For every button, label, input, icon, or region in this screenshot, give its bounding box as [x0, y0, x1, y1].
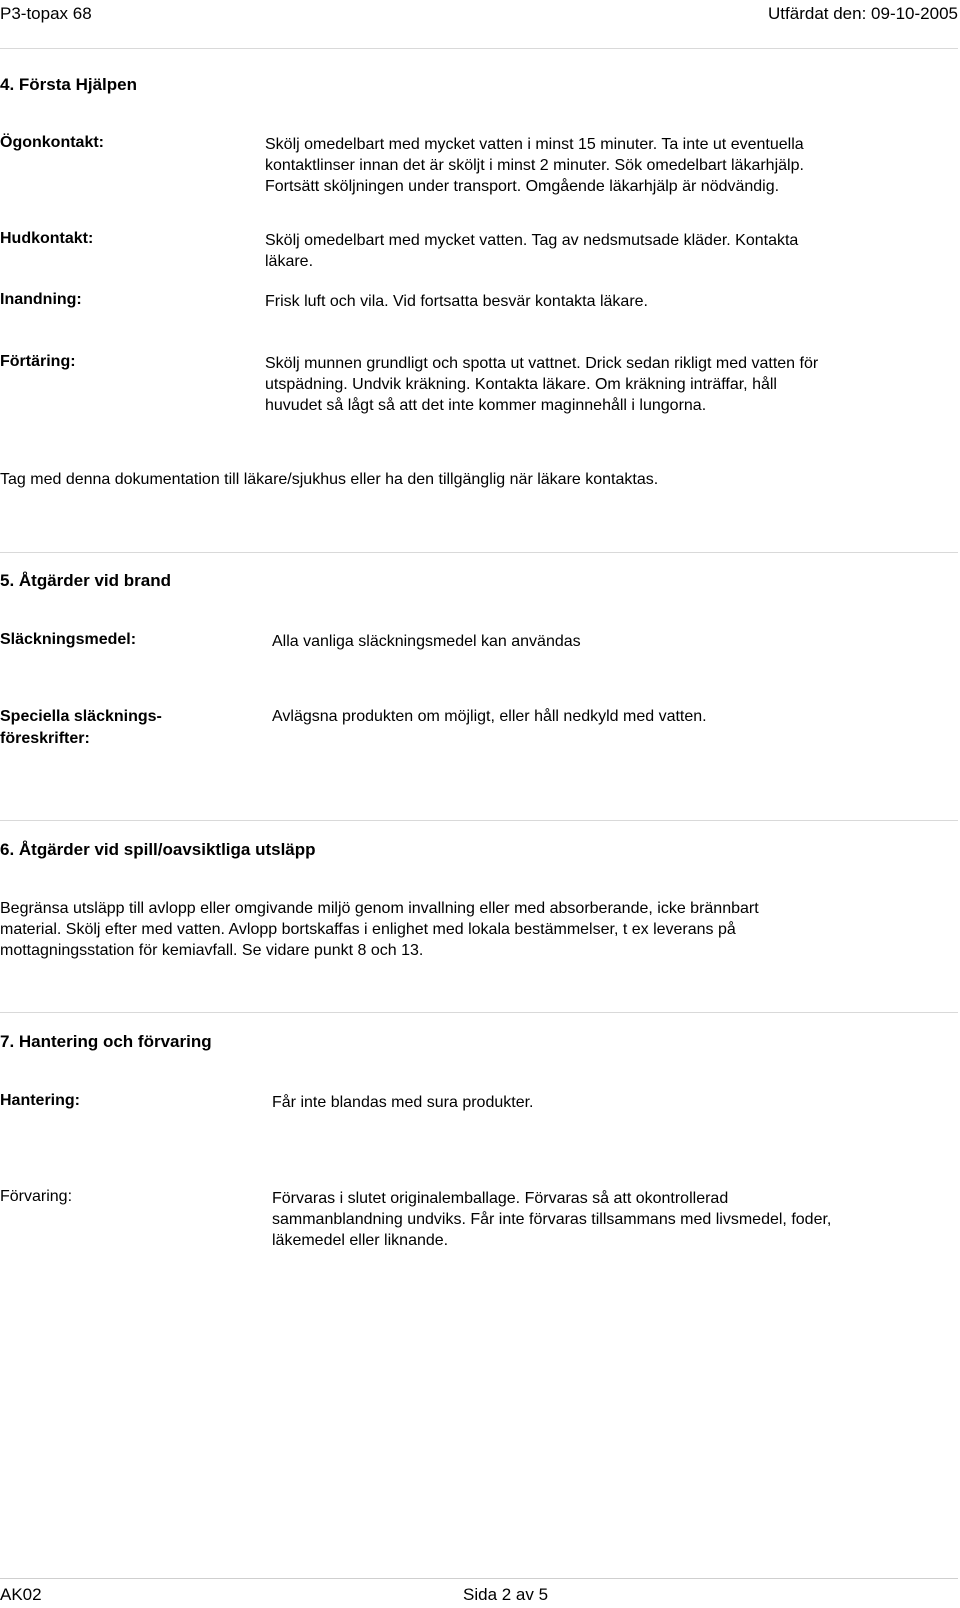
- section-divider: [0, 1012, 958, 1013]
- ingestion-text: [265, 353, 818, 416]
- page-number: Sida 2 av 5: [463, 1585, 549, 1604]
- skin-contact-text: [265, 230, 798, 272]
- storage-text: [272, 1188, 831, 1251]
- text-line: Förvaras i slutet originalemballage. Förvaras så att okontrollerad: [272, 1190, 729, 1207]
- skin-contact-label: Hudkontakt:: [0, 230, 94, 247]
- storage-label: Förvaring:: [0, 1188, 73, 1205]
- section-6-title: 6. Åtgärder vid spill/oavsiktliga utsläpp: [0, 840, 316, 859]
- eye-contact-label: Ögonkontakt:: [0, 134, 104, 151]
- text-line: utspädning. Undvik kräkning. Kontakta läkare. Om kräkning inträffar, håll: [265, 376, 777, 393]
- section-7-title: 7. Hantering och förvaring: [0, 1032, 212, 1051]
- text-line: Begränsa utsläpp till avlopp eller omgivande miljö genom invallning eller med absorberande, icke brännbart: [0, 900, 759, 917]
- label-line: Speciella släcknings-: [0, 708, 162, 725]
- inhalation-label: Inandning:: [0, 291, 82, 308]
- text-line: Skölj omedelbart med mycket vatten i minst 15 minuter. Ta inte ut eventuella: [265, 136, 804, 153]
- text-line: sammanblandning undviks. Får inte förvaras tillsammans med livsmedel, foder,: [272, 1211, 832, 1228]
- section-divider: [0, 552, 958, 553]
- inhalation-text: Frisk luft och vila. Vid fortsatta besvär kontakta läkare.: [265, 293, 648, 310]
- ingestion-label: Förtäring:: [0, 353, 76, 370]
- extinguishing-media-text: Alla vanliga släckningsmedel kan användas: [272, 633, 581, 650]
- text-line: Fortsätt sköljningen under transport. Omgående läkarhjälp är nödvändig.: [265, 178, 780, 195]
- label-line: föreskrifter:: [0, 730, 90, 747]
- text-line: Skölj omedelbart med mycket vatten. Tag av nedsmutsade kläder. Kontakta: [265, 232, 799, 249]
- handling-text: Får inte blandas med sura produkter.: [272, 1094, 534, 1111]
- text-line: material. Skölj efter med vatten. Avlopp bortskaffas i enlighet med lokala bestämmelser, t ex leverans på: [0, 921, 736, 938]
- footer-divider: [0, 1578, 958, 1579]
- text-line: mottagningsstation för kemiavfall. Se vidare punkt 8 och 13.: [0, 942, 424, 959]
- section-4-title: 4. Första Hjälpen: [0, 75, 137, 94]
- spill-text: [0, 898, 759, 961]
- issue-date: Utfärdat den: 09-10-2005: [768, 4, 958, 23]
- text-line: kontaktlinser innan det är sköljt i minst 2 minuter. Sök omedelbart läkarhjälp.: [265, 157, 804, 174]
- text-line: Skölj munnen grundligt och spotta ut vattnet. Drick sedan rikligt med vatten för: [265, 355, 819, 372]
- special-instructions-label: [0, 706, 162, 750]
- first-aid-note: Tag med denna dokumentation till läkare/sjukhus eller ha den tillgänglig när läkare kontaktas.: [0, 471, 659, 488]
- eye-contact-text: [265, 134, 804, 197]
- document-code: AK02: [0, 1585, 42, 1604]
- section-divider: [0, 48, 958, 49]
- product-name: P3-topax 68: [0, 4, 92, 23]
- handling-label: Hantering:: [0, 1092, 80, 1109]
- text-line: huvudet så lågt så att det inte kommer maginnehåll i lungorna.: [265, 397, 707, 414]
- special-instructions-text: Avlägsna produkten om möjligt, eller håll nedkyld med vatten.: [272, 708, 707, 725]
- text-line: läkemedel eller liknande.: [272, 1232, 449, 1249]
- text-line: läkare.: [265, 253, 314, 270]
- extinguishing-media-label: Släckningsmedel:: [0, 631, 137, 648]
- section-5-title: 5. Åtgärder vid brand: [0, 571, 171, 590]
- section-divider: [0, 820, 958, 821]
